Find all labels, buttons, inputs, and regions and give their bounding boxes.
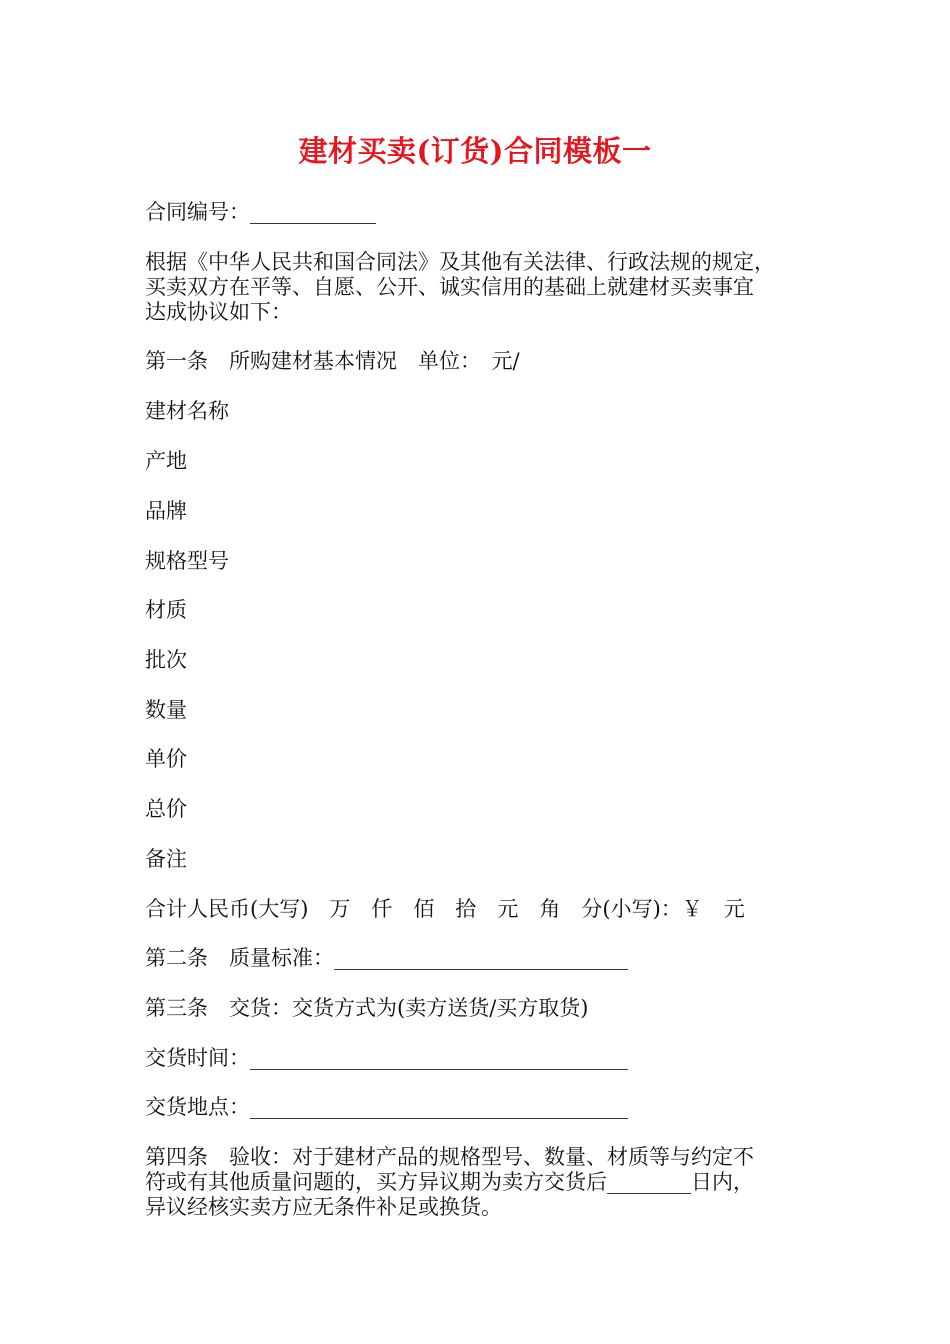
delivery-time-line: 交货时间：____________________________________ [145, 1046, 628, 1070]
item-material-name: 建材名称 [145, 399, 229, 423]
intro-line: 根据《中华人民共和国合同法》及其他有关法律、行政法规的规定， [145, 250, 775, 274]
contract-number-line: 合同编号：____________ [145, 200, 376, 224]
document-title: 建材买卖(订货)合同模板一 [298, 134, 652, 168]
item-brand: 品牌 [145, 499, 187, 523]
article-1-heading: 第一条 所购建材基本情况 单位： 元/ [145, 349, 520, 373]
item-total-price: 总价 [145, 797, 187, 821]
article-2-quality: 第二条 质量标准：____________________________ [145, 946, 628, 970]
article-4-line: 符或有其他质量问题的，买方异议期为卖方交货后________日内， [145, 1170, 754, 1194]
intro-line: 达成协议如下： [145, 300, 292, 324]
item-model: 规格型号 [145, 549, 229, 573]
item-quantity: 数量 [145, 698, 187, 722]
article-4-paragraph [145, 1145, 810, 1220]
intro-paragraph [145, 250, 810, 325]
total-amount-line: 合计人民币(大写) 万 仟 佰 拾 元 角 分(小写)：￥ 元 [145, 897, 745, 921]
article-4-line: 异议经核实卖方应无条件补足或换货。 [145, 1195, 502, 1219]
intro-line: 买卖双方在平等、自愿、公开、诚实信用的基础上就建材买卖事宜 [145, 275, 754, 299]
article-3-delivery: 第三条 交货：交货方式为(卖方送货/买方取货) [145, 996, 589, 1020]
item-material: 材质 [145, 598, 187, 622]
item-unit-price: 单价 [145, 747, 187, 771]
item-remarks: 备注 [145, 847, 187, 871]
item-origin: 产地 [145, 449, 187, 473]
delivery-place-line: 交货地点：____________________________________ [145, 1095, 628, 1119]
article-4-line: 第四条 验收：对于建材产品的规格型号、数量、材质等与约定不 [145, 1145, 754, 1169]
item-batch: 批次 [145, 648, 187, 672]
